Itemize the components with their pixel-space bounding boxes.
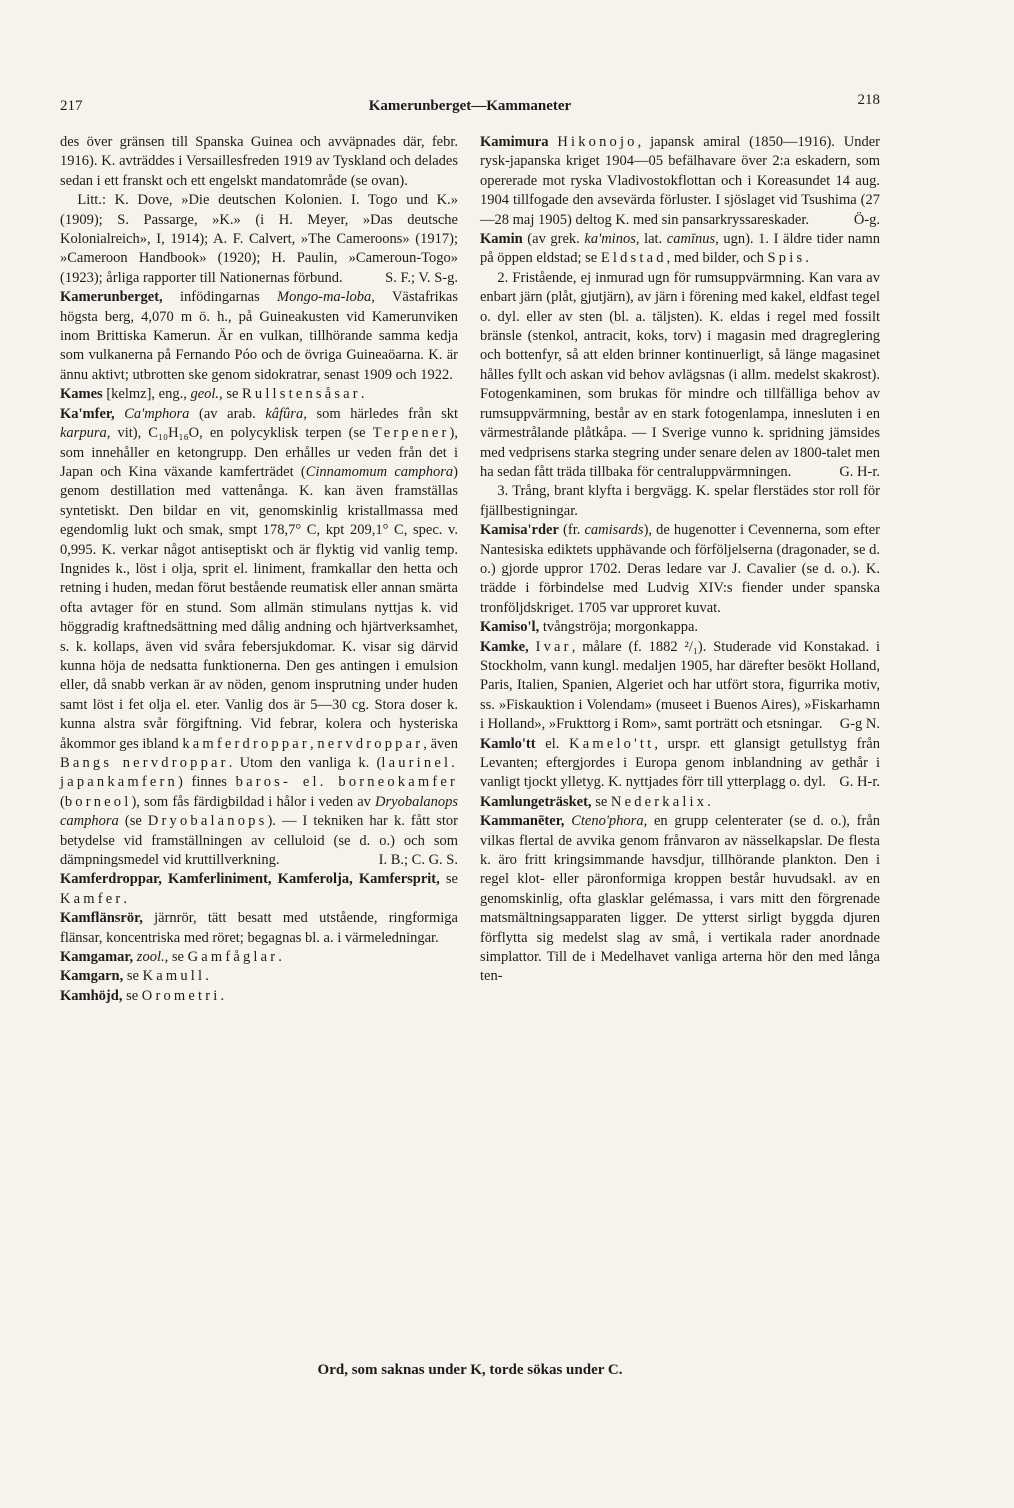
entry-continuation: des över gränsen till Spanska Guinea och avväpnades där, febr. 1916). K. avträddes i Versaillesfreden 1919 av Tyskland och delades sedan i ett franskt och ett engelskt mandatområde (se ovan).	[60, 134, 458, 189]
headword: Kamgarn,	[60, 968, 124, 985]
cross-reference: Kamelo'tt	[569, 735, 655, 752]
right-column	[480, 133, 880, 987]
headword: Kamin	[480, 231, 523, 248]
signature: Ö-g.	[853, 211, 880, 228]
cross-reference: Orometri	[141, 987, 221, 1004]
signature: G-g N.	[839, 716, 880, 733]
entry-kamke: Kamke, Ivar, målare (f. 1882 ²/₁). Studerade vid Konstakad. i Stockholm, vann kungl. medaljen 1905, har därefter besökt Holland, Paris, Italien, Spanien, Algeriet och har utfört stora, figurrika motiv, ss. »Fiskauktion i Volendam» (museet i Buenos Aires), »Fiskarhamn i Holland», »Frukttorg i Rom», samt porträtt och etsningar. G-g N.	[480, 638, 880, 735]
cross-reference: Nederkalix	[610, 793, 708, 810]
entry-kamlott: Kamlo'tt el. Kamelo'tt, urspr. ett glansigt getullstyg från Levanten; eftergjordes i Europa genom inblandning av gethår i vanligt tjockt ylletyg. K. nyttjades förr till ytterplagg o. dyl. G. H-r.	[480, 735, 880, 793]
cross-reference: Rullstensåsar	[242, 386, 361, 403]
entry-kamfer: Ka'mfer, Ca'mphora (av arab. kâfûra, som härledes från skt karpura, vit), C₁₀H₁₆O, en polycyklisk terpen (se Terpener), som innehåller en ketongrupp. Den erhålles ur veden från det i Japan och Kina växande kamferträdet (Cinnamomum camphora) genom destillation med vattenånga. K. kan även framställas syntetiskt. Den bildar en vit, genomskinlig kristallmassa med egendomlig lukt och smak, smpt 178,7° C, kpt 209,1° C, spec. v. 0,995. K. verkar något antiseptiskt och är flyktig vid vanlig temp. Ingnides k., löst i olja, sprit el. liniment, framkallar den hetta och retning i huden, medan förut bestående reumatisk eller annan smärta ofta avtager för en stund. Som allmän stimulans nyttjas k. vid höggradig kraftnedsättning med dålig andning och hjärtverksamhet, s. k. kollaps, även vid svåra febersjukdomar. K. visar sig därvid kunna höja de nedsatta funktionerna. Den ges antingen i emulsion eller, då snabb verkan är av nöden, genom insprutning under huden samt löst i fet olja el. eter. Vanlig dos är 5—30 cg. Stora doser k. kunna alstra svår förgiftning. Vid febrar, kolera och hysteriska åkommor ges ibland kamferdroppar, nervdroppar, även Bangs nervdroppar. Utom den vanliga k. (laurinel. japankamfern) finnes baros- el. borneokamfer (borneol), som fås färdigbildad i hålor i veden av Dryobalanops camphora (se Dryobalanops). — I tekniken har k. fått stor betydelse vid framställningen av celluloid (se d. o.) och som dämpningsmedel vid kruttillverkning. I. B.; C. G. S.	[60, 405, 458, 871]
page-number-left: 217	[60, 98, 83, 114]
cross-reference: Hikonojo	[557, 134, 638, 150]
headword: Kamerunberget,	[60, 289, 163, 306]
headword: Kamlo'tt	[480, 735, 536, 752]
entry-kamflansror: Kamflänsrör, järnrör, tätt besatt med utstående, ringformiga flänsar, koncentriska med röret; begagnas bl. a. i värmeledningar.	[60, 910, 458, 946]
headword: Kamisa'rder	[480, 522, 559, 539]
entry-kamisarder: Kamisa'rder (fr. camisards), de hugenotter i Cevennerna, som efter Nantesiska ediktets upphävande och förföljelserna (dragonader, se d. o.) gjorde uppror 1702. Deras ledare var J. Cavalier (se d. o.). K. trädde i förbindelse med Ludvig XIV:s fiender under spanska tronföljdskriget. 1705 var upproret kuvat.	[480, 522, 881, 616]
entry-kamin-sense-3: 3. Trång, brant klyfta i bergvägg. K. spelar flerstädes stor roll för fjällbestigningar.	[480, 483, 880, 519]
running-title: Kamerunberget—Kammaneter	[368, 98, 572, 114]
left-column	[60, 133, 458, 1006]
headword: Ka'mfer,	[60, 405, 115, 422]
headword: Kamiso'l,	[480, 619, 540, 636]
entry-kamin-sense-2: 2. Fristående, ej inmurad ugn för rumsuppvärmning. Kan vara av enbart järn (plåt, gjutjärn), av järn i förening med kakel, eldfast tegel o. dyl. eller av sten (bl. a. täljsten). K. eldas i regel med fossilt bränsle (stenkol, antracit, koks, torv) i magasin med dragreglering och bottenfyr, så att elden brinner kontinuerligt, så länge magasinet hålles fyllt och askan vid behov avlägsnas (i allm. medelst skakrost). Fotogenkaminen, som brukas för mindre och tillfälliga behov av rumsuppvärmning, består av en stark fotogenlampa, innesluten i en värmestrålande plåtkåpa. — I Sverige vunno k. spridning jämsides med vedprisens starka stegring under senare delen av 1800-talet men ha sedan fått träda tillbaka för centraluppvärmningen. G. H-r.	[480, 269, 880, 482]
signature: G. H-r.	[839, 463, 880, 480]
entry-kamerunberget: Kamerunberget, infödingarnas Mongo-ma-loba, Västafrikas högsta berg, 4,070 m ö. h., på Guineakusten vid Kamerunviken inom Brittiska Kamerun. Är en vulkan, tillhörande samma kedja som vulkanerna på Fernando Póo och de övriga Guineaöarna. K. är ännu aktivt; utbrotten ske genom sidokratrar, senast 1909 och 1922.	[60, 289, 458, 383]
entry-kames: Kames [kelmz], eng., geol., se Rullstensåsar.	[60, 386, 365, 403]
page-footer-note: Ord, som saknas under K, torde sökas under C.	[317, 1362, 623, 1378]
headword: Kamke,	[480, 638, 529, 655]
headword: Kamlungeträsket,	[480, 793, 592, 810]
headword: Kamgamar,	[60, 949, 134, 966]
entry-kamgarn: Kamgarn, se Kamull.	[60, 968, 209, 985]
cross-reference: Kamfer	[60, 890, 124, 907]
entry-kamin: Kamin (av grek. ka'minos, lat. camīnus, ugn). 1. I äldre tider namn på öppen eldstad; se Eldstad, med bilder, och Spis.	[480, 231, 881, 267]
signature: S. F.; V. S-g.	[385, 269, 458, 286]
headword: Kamhöjd,	[60, 987, 123, 1004]
entry-kamgamar: Kamgamar, zool., se Gamfåglar.	[60, 949, 282, 966]
cross-reference: Ivar	[535, 638, 572, 655]
page-header	[60, 92, 880, 122]
cross-reference: Spis	[767, 250, 806, 267]
headword: Kamimura	[480, 134, 549, 150]
entry-kamisol: Kamiso'l, tvångströja; morgonkappa.	[480, 619, 699, 636]
headword: Kamferdroppar, Kamferliniment, Kamferolja, Kamfersprit,	[60, 871, 440, 888]
page-number-right: 218	[857, 92, 880, 108]
headword: Kammanēter,	[480, 813, 565, 830]
cross-reference: Terpener	[372, 425, 450, 442]
headword: Kamflänsrör,	[60, 910, 143, 927]
cross-reference: Kamull	[142, 968, 206, 985]
signature: G. H-r.	[839, 774, 880, 791]
headword: Kames	[60, 386, 103, 403]
entry-kamhojd: Kamhöjd, se Orometri.	[60, 987, 225, 1004]
cross-reference: Gamfåglar	[187, 949, 279, 966]
entry-kammaneter: Kammanēter, Cteno'phora, en grupp celenterater (se d. o.), från vilkas flertal de avvika genom frånvaron av nässelkapslar. De flesta k. äro fritt kringsimmande havsdjur, tillhörande plankton. Den i regel klot- eller päronformiga kroppen består huvudsakl. av en genomskinlig, ofta glasklar gelémassa, i vars mitt den förgrenade matsmältningsapparaten ligger. De ytterst sirligt byggda djuren förflytta sig medelst slag av små, i vertikala rader anordnade simplattor. Till de i Medelhavet vanliga arterna hör den med långa ten-	[480, 813, 881, 985]
signature: I. B.; C. G. S.	[378, 852, 458, 869]
entry-kamferdroppar: Kamferdroppar, Kamferliniment, Kamferolja, Kamfersprit, se Kamfer.	[60, 871, 458, 907]
entry-kamlungetrasket: Kamlungeträsket, se Nederkalix.	[480, 793, 711, 810]
cross-reference: Eldstad	[600, 250, 667, 267]
entry-kamimura: Kamimura Hikonojo, japansk amiral (1850—1916). Under rysk-japanska kriget 1904—05 befälhavare över 2:a eskadern, som opererade mot ryska Vladivostokflottan och i Koreasundet 14 aug. 1904 tillfogade den avsevärda förluster. I sjöslaget vid Tsushima (27—28 maj 1905) deltog K. med sin pansarkryssareskader. Ö-g.	[480, 133, 880, 230]
literature-paragraph: Litt.: K. Dove, »Die deutschen Kolonien. I. Togo und K.» (1909); S. Passarge, »K.» (i H. Meyer, »Das deutsche Kolonialreich», I, 1914); A. F. Calvert, »The Cameroons» (1917); »Cameroon Handbook» (1920); H. Paulin, »Cameroun-Togo» (1923); årliga rapporter till Nationernas förbund. S. F.; V. S-g.	[60, 191, 458, 288]
